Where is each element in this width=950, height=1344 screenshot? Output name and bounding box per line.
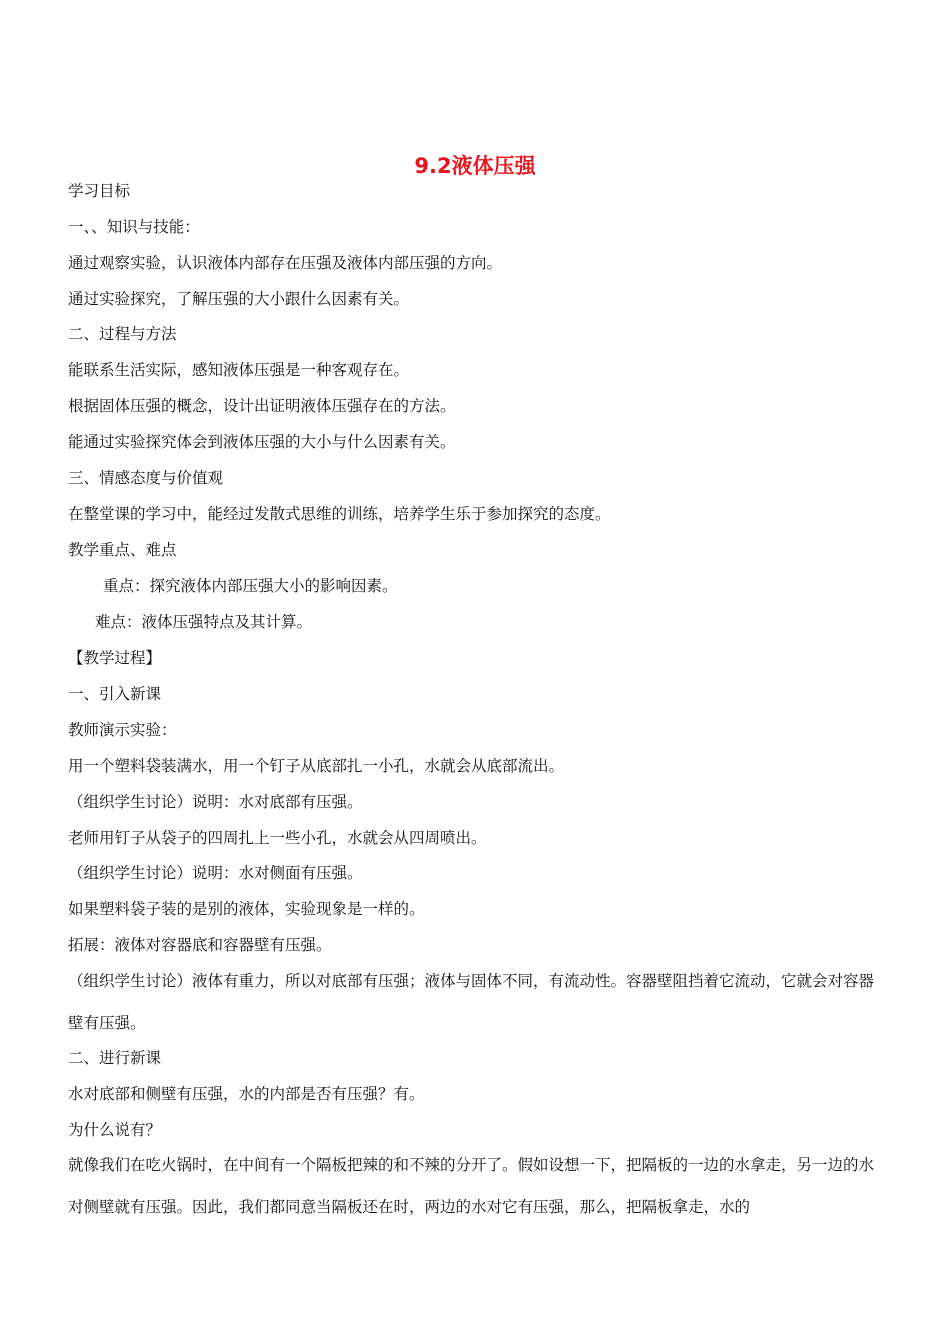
text-line: 教师演示实验： [68,721,177,739]
text-line: 二、进行新课 [68,1049,162,1067]
text-line: 学习目标 [68,182,131,200]
text-line: 水对底部和侧壁有压强，水的内部是否有压强？有。 [68,1085,425,1103]
text-line: 用一个塑料袋装满水，用一个钉子从底部扎一小孔，水就会从底部流出。 [68,757,565,775]
text-line: 一、引入新课 [68,685,162,703]
text-line: 老师用钉子从袋子的四周扎上一些小孔，水就会从四周喷出。 [68,829,487,847]
page-title: 9.2液体压强 [414,154,536,178]
text-line: 重点：探究液体内部压强大小的影响因素。 [103,577,398,595]
text-line: 在整堂课的学习中，能经过发散式思维的训练，培养学生乐于参加探究的态度。 [68,505,611,523]
text-line: 通过观察实验，认识液体内部存在压强及液体内部压强的方向。 [68,254,503,272]
text-line: （组织学生讨论）说明：水对底部有压强。 [68,793,363,811]
text-paragraph: （组织学生讨论）液体有重力，所以对底部有压强；液体与固体不同，有流动性。容器壁阻挡着它流动，它就会对容器壁有压强。 [68,972,875,1032]
text-line: 二、过程与方法 [68,325,177,343]
text-line: （组织学生讨论）说明：水对侧面有压强。 [68,864,363,882]
text-line: 一、、知识与技能： [68,218,200,236]
text-line: 为什么说有？ [68,1121,162,1139]
text-line: 三、情感态度与价值观 [68,469,224,487]
text-line: 能联系生活实际，感知液体压强是一种客观存在。 [68,361,410,379]
text-line: 根据固体压强的概念，设计出证明液体压强存在的方法。 [68,397,456,415]
text-line: 如果塑料袋子装的是别的液体，实验现象是一样的。 [68,900,425,918]
text-line: 难点：液体压强特点及其计算。 [95,613,313,631]
text-line: 通过实验探究，了解压强的大小跟什么因素有关。 [68,290,410,308]
text-line: 【教学过程】 [68,649,162,667]
text-line: 教学重点、难点 [68,541,177,559]
text-paragraph: 就像我们在吃火锅时，在中间有一个隔板把辣的和不辣的分开了。假如设想一下，把隔板的一边的水拿走，另一边的水对侧壁就有压强。因此，我们都同意当隔板还在时，两边的水对它有压强，那么，把隔板拿走，水的 [68,1156,875,1216]
text-line: 能通过实验探究体会到液体压强的大小与什么因素有关。 [68,433,456,451]
text-line: 拓展：液体对容器底和容器壁有压强。 [68,936,332,954]
